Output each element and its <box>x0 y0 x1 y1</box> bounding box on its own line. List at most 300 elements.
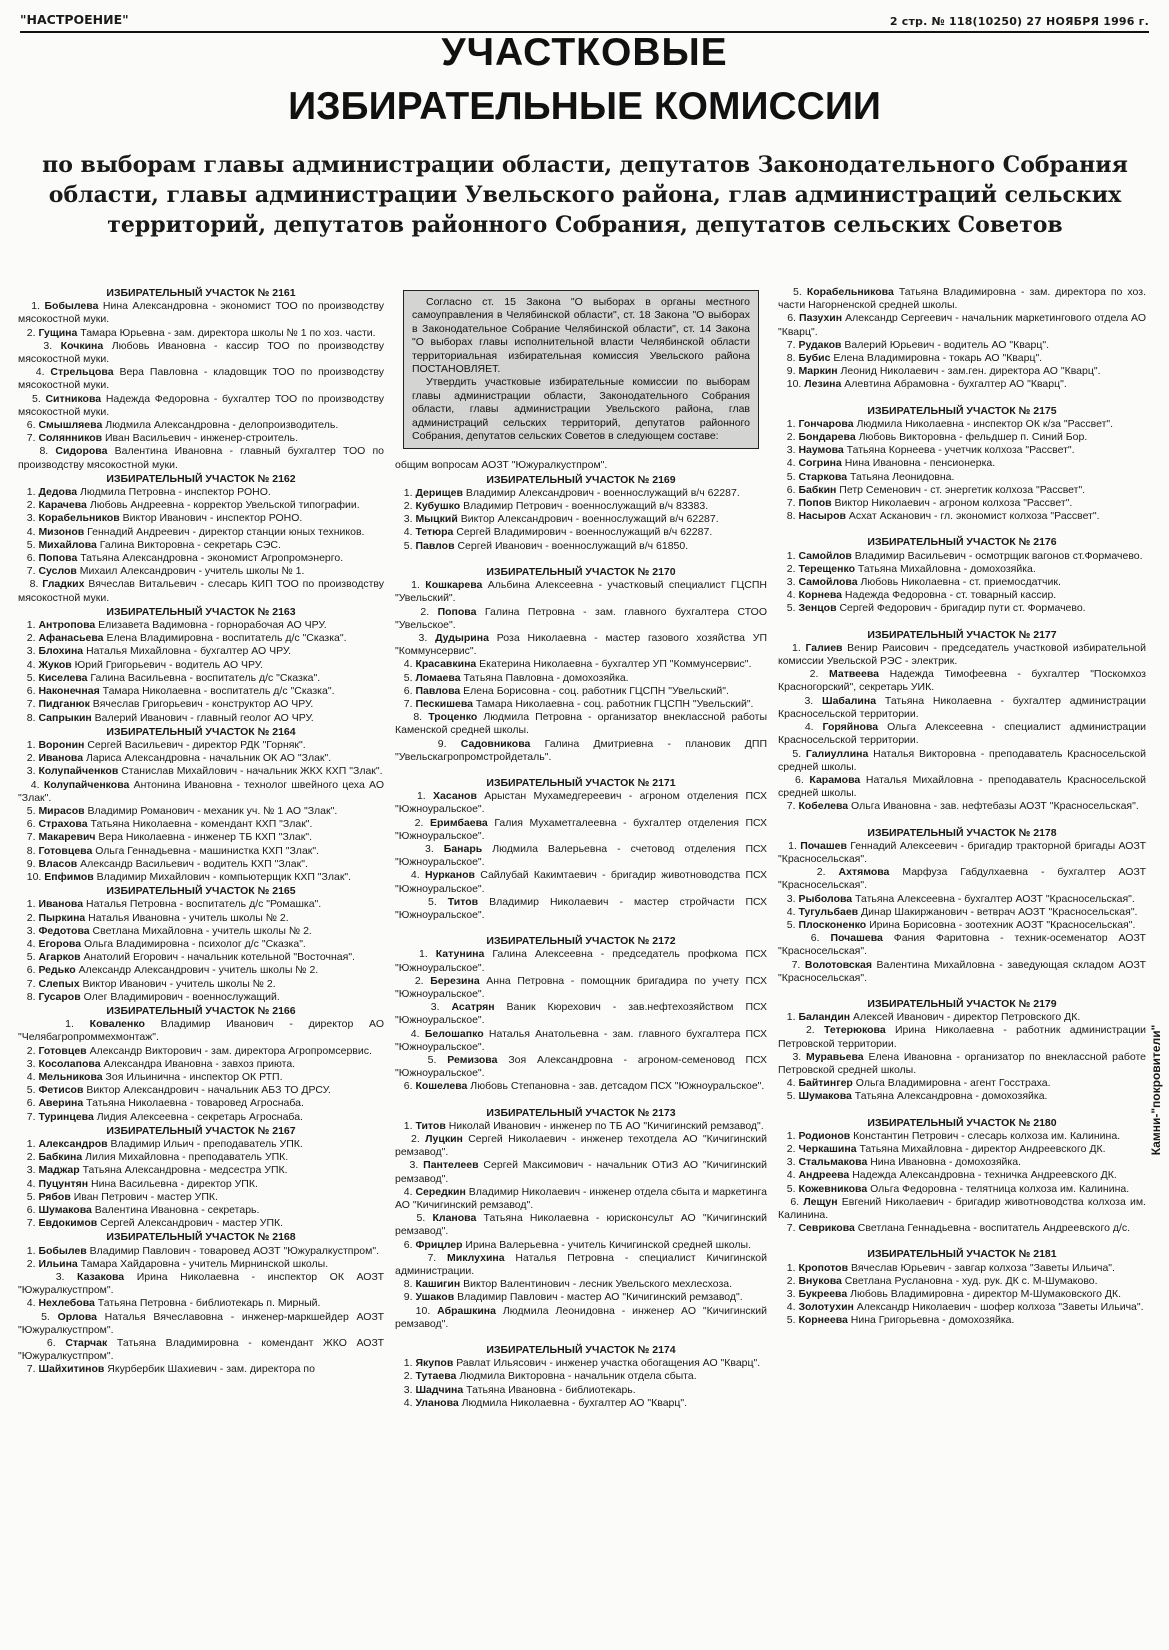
member-surname: Епфимов <box>44 870 94 883</box>
member-entry <box>395 606 767 632</box>
member-number: 3. <box>778 1050 807 1063</box>
member-details: Надежда Александровна - техничка Андреевского ДК. <box>849 1169 1117 1182</box>
member-number: 7. <box>778 958 805 971</box>
station-heading: ИЗБИРАТЕЛЬНЫЙ УЧАСТОК № 2162 <box>106 472 296 485</box>
member-details: Татьяна Николаевна - юрисконсульт АО "Кичигинский ремзавод". <box>395 1212 767 1238</box>
member-details: Петр Семенович - ст. энергетик колхоза "Рассвет". <box>836 483 1086 496</box>
member-surname: Самойлов <box>798 549 852 562</box>
member-details: Татьяна Леонидовна. <box>847 470 955 483</box>
member-details: Елена Ивановна - организатор по внеклассной работе Петровской средней школы. <box>778 1050 1146 1076</box>
member-number: 8. <box>778 352 799 365</box>
member-entry <box>778 695 1146 721</box>
member-surname: Бобылев <box>38 1244 87 1257</box>
member-entry <box>18 912 384 925</box>
member-surname: Тутаева <box>415 1370 457 1383</box>
member-surname: Павлов <box>415 539 455 552</box>
member-number: 2. <box>18 752 39 765</box>
member-surname: Кашигин <box>415 1278 461 1291</box>
member-surname: Еримбаева <box>429 816 488 829</box>
member-entry <box>18 805 384 818</box>
member-surname: Косолапова <box>38 1057 101 1070</box>
member-entry <box>18 765 384 778</box>
member-details: Любовь Ивановна - кассир ТОО по производству мясокостной муки. <box>18 339 384 366</box>
member-number: 1. <box>18 486 39 499</box>
station-section <box>778 286 1146 392</box>
member-surname: Михайлова <box>38 538 97 551</box>
member-details: Нина Ивановна - пенсионерка. <box>841 457 996 470</box>
member-number: 5. <box>395 1054 448 1066</box>
member-entry <box>18 1071 384 1084</box>
member-entry <box>778 339 1146 352</box>
member-surname: Бабкина <box>38 1151 83 1164</box>
member-surname: Ситникова <box>45 392 102 405</box>
member-surname: Готовцев <box>38 1044 87 1057</box>
member-surname: Федотова <box>38 924 90 937</box>
continuation-text: общим вопросам АОЗТ "Южуралкустпром". <box>395 459 608 472</box>
member-details: Сергей Васильевич - директор РДК "Горняк". <box>84 738 306 751</box>
member-details: Галина Викторовна - секретарь СЭС. <box>96 538 281 551</box>
member-entry <box>778 959 1146 985</box>
member-entry <box>18 1204 384 1217</box>
member-entry <box>18 512 384 525</box>
member-details: Елена Владимировна - токарь АО "Кварц". <box>830 352 1043 365</box>
member-surname: Старчак <box>65 1337 108 1350</box>
station-section <box>18 726 384 884</box>
member-entry <box>395 711 767 737</box>
member-details: Людмила Валерьевна - счетовод отделения ПСХ "Южноуральское". <box>395 842 767 869</box>
member-surname: Дерищев <box>415 486 463 499</box>
member-surname: Середкин <box>415 1185 466 1198</box>
member-entry <box>18 938 384 951</box>
member-surname: Миклухина <box>447 1251 505 1264</box>
member-details: Вячеслав Юрьевич - завгар колхоза "Заветы Ильича". <box>848 1261 1115 1274</box>
member-number: 2. <box>18 1151 39 1164</box>
member-number: 4. <box>18 937 39 950</box>
member-details: Валерий Юрьевич - водитель АО "Кварц". <box>841 338 1049 351</box>
member-surname: Красавкина <box>415 658 477 671</box>
member-details: Любовь Андреевна - корректор Увельской типографии. <box>86 499 360 512</box>
member-details: Валентина Михайловна - заведующая складом АОЗТ "Красносельская". <box>778 958 1146 984</box>
member-entry <box>18 898 384 911</box>
member-details: Ольга Владимировна - агент Госстраха. <box>852 1077 1051 1090</box>
member-surname: Дедова <box>38 486 78 499</box>
member-number: 1. <box>18 619 39 632</box>
member-surname: Жуков <box>38 658 72 671</box>
member-details: Светлана Михайловна - учитель школы № 2. <box>89 924 312 937</box>
member-entry <box>778 1183 1146 1196</box>
member-number: 3. <box>395 842 444 855</box>
notice-box <box>403 290 759 449</box>
member-entry <box>18 1217 384 1230</box>
station-heading: ИЗБИРАТЕЛЬНЫЙ УЧАСТОК № 2178 <box>867 826 1057 839</box>
member-entry <box>18 1258 384 1271</box>
member-details: Любовь Николаевна - ст. приемосдатчик. <box>857 576 1061 589</box>
member-surname: Почашев <box>800 839 847 852</box>
member-details: Алевтина Абрамовна - бухгалтер АО "Кварц". <box>841 378 1067 391</box>
member-entry <box>778 1051 1146 1077</box>
member-number: 2. <box>395 605 438 618</box>
member-details: Якурбербик Шахиевич - зам. директора по <box>104 1363 315 1376</box>
member-details: Лариса Александровна - начальник ОК АО "Злак". <box>83 752 332 765</box>
member-entry <box>395 1291 767 1304</box>
notice-paragraph-2: Утвердить участковые избирательные комиссии по выборам главы администрации области, Законодательного Собрания области, главы администрации Увельского района, глав администраций сельских территорий, депутатов районного Собрания, депутатов сельских Советов в следующем составе: <box>412 376 750 443</box>
member-number: 7. <box>18 831 39 844</box>
member-surname: Нехлебова <box>38 1297 95 1310</box>
member-surname: Якупов <box>415 1357 454 1370</box>
member-entry <box>778 312 1146 338</box>
member-entry <box>778 1275 1146 1288</box>
member-entry <box>18 871 384 884</box>
member-number: 5. <box>18 1310 58 1323</box>
member-number: 4. <box>395 1185 416 1198</box>
member-number: 9. <box>778 365 799 378</box>
member-number: 9. <box>395 1291 416 1304</box>
member-number: 2. <box>395 816 430 829</box>
member-details: Наталья Михайловна - бухгалтер АО ЧРУ. <box>83 645 292 658</box>
member-surname: Лещун <box>803 1195 838 1208</box>
member-surname: Рябов <box>38 1190 71 1203</box>
member-entry <box>395 1133 767 1159</box>
member-number: 5. <box>778 1182 799 1195</box>
member-details: Надежда Тимофеевна - бухгалтер "Поскомхоз Красногорский", секретарь УИК. <box>778 668 1146 694</box>
member-details: Николай Иванович - инженер по ТБ АО "Кичигинский ремзавод". <box>445 1119 764 1132</box>
member-surname: Мыцкий <box>415 513 458 526</box>
member-number: 3. <box>395 1001 452 1014</box>
member-surname: Внукова <box>798 1274 842 1287</box>
member-entry <box>18 1297 384 1310</box>
member-entry <box>18 659 384 672</box>
member-surname: Кошелева <box>415 1080 468 1093</box>
member-number: 1. <box>778 417 799 430</box>
member-number: 3. <box>18 1057 39 1070</box>
member-details: Ольга Федоровна - телятница колхоза им. Калинина. <box>867 1182 1130 1195</box>
member-number: 2. <box>778 668 829 681</box>
member-number: 4. <box>18 1070 39 1083</box>
member-entry <box>778 1262 1146 1275</box>
member-entry <box>778 1288 1146 1301</box>
member-number: 1. <box>395 486 416 499</box>
member-number: 7. <box>778 338 799 351</box>
member-surname: Почашева <box>830 932 883 945</box>
member-surname: Ломаева <box>415 671 461 684</box>
member-surname: Попова <box>38 552 78 565</box>
member-surname: Маджар <box>38 1164 80 1177</box>
column-middle <box>395 286 767 1644</box>
member-number: 4. <box>395 1396 416 1409</box>
member-number: 4. <box>18 1297 39 1310</box>
member-details: Олег Владимирович - военнослужащий. <box>80 990 280 1003</box>
member-surname: Иванова <box>38 752 84 765</box>
member-surname: Власов <box>38 857 78 870</box>
member-entry <box>395 1001 767 1027</box>
member-number: 4. <box>778 457 799 470</box>
member-number: 1. <box>395 1119 416 1132</box>
member-entry <box>395 672 767 685</box>
station-heading: ИЗБИРАТЕЛЬНЫЙ УЧАСТОК № 2180 <box>867 1116 1057 1129</box>
member-number: 1. <box>18 1244 39 1257</box>
member-details: Галина Петровна - зам. главного бухгалтера СТОО "Увельское". <box>395 605 767 631</box>
member-entry <box>395 1252 767 1278</box>
member-number: 3. <box>18 1271 78 1284</box>
member-entry <box>778 365 1146 378</box>
member-details: Татьяна Александровна - экономист Агропромэнерго. <box>77 552 344 565</box>
member-surname: Банарь <box>443 842 483 855</box>
member-number: 4. <box>395 1027 425 1040</box>
member-number: 8. <box>18 445 56 458</box>
member-number: 3. <box>395 513 416 526</box>
member-entry <box>18 499 384 512</box>
member-surname: Коваленко <box>89 1018 145 1031</box>
member-entry <box>395 579 767 605</box>
member-number: 4. <box>395 869 425 882</box>
member-surname: Маркин <box>798 365 838 378</box>
member-entry <box>395 1028 767 1054</box>
member-number: 6. <box>778 773 810 786</box>
member-entry <box>778 1143 1146 1156</box>
member-number: 4. <box>778 589 799 602</box>
member-entry <box>18 645 384 658</box>
member-number: 3. <box>18 1164 39 1177</box>
issue-info: 2 стр. № 118(10250) 27 НОЯБРЯ 1996 г. <box>889 15 1149 28</box>
subtitle: по выборам главы администрации области, депутатов Законодательного Собрания области, главы администрации Увельского района, глав администраций сельских территорий, депутатов районного Собрания, депутатов сельских Советов <box>42 152 1128 238</box>
member-number: 2. <box>395 500 416 513</box>
member-details: Галия Мухаметгалеевна - бухгалтер отделения ПСХ "Южноуральское". <box>395 816 767 842</box>
station-heading: ИЗБИРАТЕЛЬНЫЙ УЧАСТОК № 2177 <box>867 628 1057 641</box>
member-surname: Наконечная <box>38 685 100 698</box>
member-entry <box>778 1301 1146 1314</box>
member-entry <box>778 431 1146 444</box>
member-details: Венир Раисович - председатель участковой избирательной комиссии Увельской РЭС - электрик. <box>778 641 1146 668</box>
member-details: Татьяна Корнеева - учетчик колхоза "Рассвет". <box>843 444 1075 457</box>
member-number: 1. <box>778 1261 799 1274</box>
member-entry <box>18 1191 384 1204</box>
member-number: 6. <box>18 1097 39 1110</box>
member-details: Геннадий Алексеевич - бригадир тракторной бригады АОЗТ "Красносельская". <box>778 839 1146 865</box>
member-surname: Шайхитинов <box>38 1363 105 1376</box>
member-details: Сайлубай Какимтаевич - бригадир животноводства ПСХ "Южноуральское". <box>395 869 767 895</box>
member-entry <box>18 445 384 471</box>
member-number: 10. <box>778 378 805 391</box>
page-header <box>20 12 1149 32</box>
member-surname: Евдокимов <box>38 1217 98 1230</box>
member-details: Асхат Асканович - гл. экономист колхоза "Рассвет". <box>845 510 1100 523</box>
member-details: Владимир Николаевич - мастер стройчасти ПСХ "Южноуральское". <box>395 895 767 921</box>
member-surname: Абрашкина <box>437 1304 496 1317</box>
member-entry <box>18 1151 384 1164</box>
member-details: Елена Владимировна - воспитатель д/с "Сказка". <box>103 632 347 645</box>
member-entry <box>395 1120 767 1133</box>
member-surname: Сидорова <box>55 445 108 458</box>
member-number: 1. <box>18 898 39 911</box>
member-surname: Орлова <box>57 1310 97 1323</box>
member-number: 3. <box>778 694 823 707</box>
member-details: Людмила Николаевна - инспектор ОК к/за "Рассвет". <box>853 417 1114 430</box>
member-details: Равлат Ильясович - инженер участка обогащения АО "Кварц". <box>453 1357 761 1370</box>
member-entry <box>778 286 1146 312</box>
member-details: Тамара Николаевна - воспитатель д/с "Сказка". <box>99 685 335 698</box>
member-number: 2. <box>778 1142 799 1155</box>
member-number: 5. <box>18 951 39 964</box>
member-surname: Севрикова <box>798 1222 855 1235</box>
member-surname: Плосконенко <box>798 918 867 931</box>
member-details: Татьяна Ивановна - библиотекарь. <box>463 1383 636 1396</box>
member-number: 7. <box>18 977 39 990</box>
member-surname: Корабельников <box>38 512 120 525</box>
member-number: 1. <box>18 1138 39 1150</box>
station-heading: ИЗБИРАТЕЛЬНЫЙ УЧАСТОК № 2172 <box>486 935 676 948</box>
member-details: Татьяна Николаевна - товаровед Агроснаба. <box>83 1097 304 1110</box>
member-details: Юрий Григорьевич - водитель АО ЧРУ. <box>71 658 263 671</box>
member-details: Татьяна Николаевна - бухгалтер администрации Красносельской территории. <box>778 694 1146 720</box>
member-entry <box>395 1305 767 1331</box>
member-details: Татьяна Александровна - домохозяйка. <box>851 1090 1048 1103</box>
member-entry <box>18 698 384 711</box>
member-entry <box>18 432 384 445</box>
member-entry <box>778 576 1146 589</box>
member-entry <box>18 1363 384 1376</box>
column-right <box>778 286 1146 1644</box>
member-surname: Горяйнова <box>822 721 879 734</box>
side-label-text: Камни-"покровители" <box>1149 1024 1163 1156</box>
station-section <box>395 1344 767 1410</box>
member-entry <box>395 948 767 974</box>
member-surname: Наумова <box>798 444 844 457</box>
station-section <box>778 1117 1146 1236</box>
member-surname: Солянников <box>38 432 103 445</box>
member-details: Марфуза Габдулхаевна - бухгалтер АОЗТ "Красносельская". <box>778 866 1146 892</box>
member-entry <box>18 366 384 392</box>
member-entry <box>18 752 384 765</box>
member-surname: Тетюра <box>415 526 454 539</box>
member-surname: Матвеева <box>829 668 880 681</box>
station-section <box>778 629 1146 814</box>
member-surname: Кожевникова <box>798 1182 868 1195</box>
side-label <box>1148 930 1164 1250</box>
member-number: 4. <box>18 366 51 379</box>
member-surname: Насыров <box>798 510 846 523</box>
member-surname: Самойлова <box>798 576 858 589</box>
member-number: 10. <box>18 870 45 883</box>
member-number: 6. <box>395 1080 416 1093</box>
member-number: 6. <box>778 483 799 496</box>
member-entry <box>395 1159 767 1185</box>
station-section <box>18 885 384 1004</box>
member-entry <box>18 393 384 419</box>
member-number: 7. <box>778 800 799 813</box>
member-details: Тамара Хайдаровна - учитель Мирнинской школы. <box>77 1257 329 1270</box>
member-entry <box>18 419 384 432</box>
member-surname: Карачева <box>38 499 87 512</box>
member-entry <box>18 831 384 844</box>
member-surname: Черкашина <box>798 1142 857 1155</box>
member-details: Владимир Александрович - военнослужащий в/ч 62287. <box>462 486 740 499</box>
member-number: 7. <box>18 698 39 711</box>
member-number: 8. <box>18 844 39 857</box>
member-surname: Смышляева <box>38 419 103 432</box>
member-number: 3. <box>18 512 39 525</box>
member-entry <box>778 1090 1146 1103</box>
member-number: 3. <box>18 339 61 352</box>
member-details: Ольга Алексеевна - специалист администрации Красносельской территории. <box>778 721 1146 747</box>
member-number: 7. <box>18 1217 39 1230</box>
member-number: 3. <box>18 924 39 937</box>
member-number: 7. <box>18 565 39 578</box>
member-details: Надежда Федоровна - бухгалтер ТОО по производству мясокостной муки. <box>18 392 384 418</box>
member-entry <box>778 563 1146 576</box>
member-details: Татьяна Петровна - библиотекарь п. Мирный. <box>94 1297 321 1310</box>
member-entry <box>18 300 384 326</box>
member-details: Александр Викторович - зам. директора Агропромсервис. <box>86 1044 372 1057</box>
member-details: Наталья Ивановна - учитель школы № 2. <box>85 911 289 924</box>
member-number: 5. <box>778 286 807 298</box>
member-surname: Бубис <box>798 352 831 365</box>
member-details: Нина Ивановна - домохозяйка. <box>867 1156 1021 1169</box>
member-surname: Фрицлер <box>415 1238 463 1251</box>
member-details: Владимир Николаевич - инженер отдела сбыта и маркетинга АО "Кичигинский ремзавод". <box>395 1185 767 1212</box>
member-entry <box>778 1011 1146 1024</box>
member-number: 7. <box>395 1251 448 1264</box>
member-surname: Березина <box>430 974 480 987</box>
member-surname: Егорова <box>38 937 82 950</box>
member-details: Анатолий Егорович - начальник котельной "Восточная". <box>80 951 355 964</box>
member-number: 7. <box>778 1222 799 1235</box>
member-number: 5. <box>778 747 806 760</box>
member-details: Владимир Павлович - мастер АО "Кичигинский ремзавод". <box>454 1291 743 1304</box>
member-details: Валентина Ивановна - главный бухгалтер ТОО по производству мясокостной муки. <box>18 445 384 471</box>
station-section <box>18 1231 384 1376</box>
member-details: Константин Петрович - слесарь колхоза им. Калинина. <box>850 1129 1121 1142</box>
member-number: 3. <box>395 1383 416 1396</box>
member-entry <box>395 487 767 500</box>
member-number: 4. <box>18 778 44 791</box>
station-section <box>18 287 384 472</box>
member-surname: Кропотов <box>798 1261 849 1274</box>
station-heading: ИЗБИРАТЕЛЬНЫЙ УЧАСТОК № 2169 <box>486 473 676 486</box>
member-details: Татьяна Николаевна - комендант КХП "Злак". <box>87 818 313 831</box>
member-details: Людмила Николаевна - бухгалтер АО "Кварц". <box>458 1396 688 1409</box>
station-heading: ИЗБИРАТЕЛЬНЫЙ УЧАСТОК № 2163 <box>106 605 296 618</box>
member-entry <box>18 685 384 698</box>
member-details: Ольга Ивановна - зав. нефтебазы АОЗТ "Красносельская". <box>848 800 1139 813</box>
member-surname: Казакова <box>77 1271 125 1284</box>
member-entry <box>18 552 384 565</box>
member-number: 2. <box>778 431 799 444</box>
member-details: Виктор Александрович - начальник АБЗ ТО ДРСУ. <box>83 1084 331 1097</box>
member-entry <box>395 1384 767 1397</box>
member-number: 1. <box>18 738 39 751</box>
member-number: 1. <box>395 1357 416 1370</box>
member-surname: Пидганюк <box>38 698 90 711</box>
member-details: Александр Васильевич - водитель КХП "Злак". <box>77 857 308 870</box>
member-surname: Титов <box>447 895 479 908</box>
member-surname: Мельникова <box>38 1070 103 1083</box>
member-details: Любовь Владимировна - директор М-Шумаковского ДК. <box>847 1288 1122 1301</box>
member-number: 6. <box>778 932 831 945</box>
member-entry <box>18 565 384 578</box>
member-details: Людмила Леонидовна - инженер АО "Кичигинский ремзавод". <box>395 1304 767 1330</box>
member-surname: Аверина <box>38 1097 84 1110</box>
member-surname: Блохина <box>38 645 84 658</box>
station-heading: ИЗБИРАТЕЛЬНЫЙ УЧАСТОК № 2175 <box>867 404 1057 417</box>
member-details: Татьяна Владимировна - зам. директора по хоз. части Нагорненской средней школы. <box>778 286 1146 312</box>
member-surname: Суслов <box>38 565 77 578</box>
member-number: 4. <box>18 658 39 671</box>
station-heading: ИЗБИРАТЕЛЬНЫЙ УЧАСТОК № 2167 <box>106 1124 296 1137</box>
member-details: Любовь Степановна - зав. детсадом ПСХ "Южноуральское". <box>467 1080 765 1093</box>
member-details: Виктор Валентинович - лесник Увельского мехлесхоза. <box>460 1278 733 1291</box>
member-surname: Колупайченкова <box>43 778 130 791</box>
member-details: Татьяна Михайловна - директор Андреевского ДК. <box>856 1142 1106 1155</box>
